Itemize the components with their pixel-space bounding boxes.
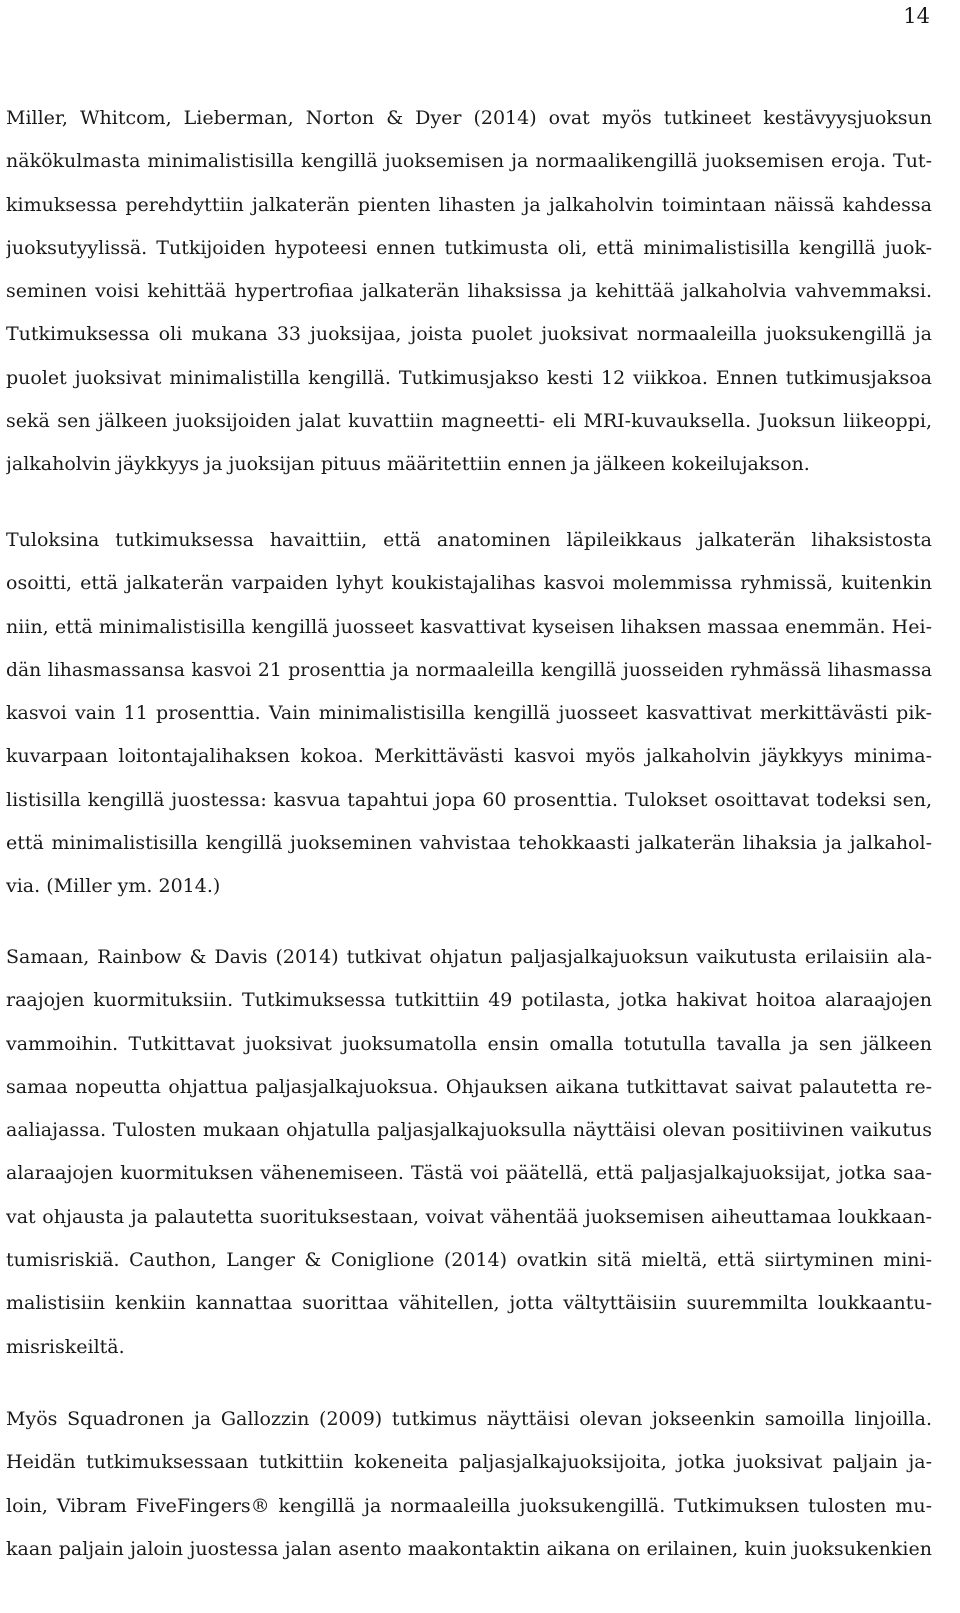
text-line: osoitti, että jalkaterän varpaiden lyhyt koukistajalihas kasvoi molemmissa ryhmissä, kuitenkin	[6, 572, 932, 595]
text-line: puolet juoksivat minimalistilla kengillä. Tutkimusjakso kesti 12 viikkoa. Ennen tutkimusjaksoa	[6, 366, 932, 389]
text-line: näkökulmasta minimalistisilla kengillä juoksemisen ja normaalikengillä juoksemisen eroja. Tut-	[6, 150, 932, 173]
text-line: loin, Vibram FiveFingers® kengillä ja normaaleilla juoksukengillä. Tutkimuksen tulosten mu-	[6, 1494, 932, 1517]
page-number: 14	[903, 4, 930, 28]
text-line: juoksutyylissä. Tutkijoiden hypoteesi ennen tutkimusta oli, että minimalistisilla kengillä juok-	[6, 236, 932, 259]
text-line: kasvoi vain 11 prosenttia. Vain minimalistisilla kengillä juosseet kasvattivat merkittävästi pik-	[6, 702, 932, 725]
text-line: tumisriskiä. Cauthon, Langer & Coniglione (2014) ovatkin sitä mieltä, että siirtyminen mini-	[6, 1249, 932, 1272]
text-line: seminen voisi kehittää hypertrofiaa jalkaterän lihaksissa ja kehittää jalkaholvia vahvemmaksi.	[6, 280, 932, 303]
paragraph-results	[6, 519, 932, 909]
text-line: aaliajassa. Tulosten mukaan ohjatulla paljasjalkajuoksulla näyttäisi olevan positiivinen vaikutus	[6, 1119, 932, 1142]
paragraph-squadrone-study	[6, 1398, 932, 1571]
text-line: dän lihasmassansa kasvoi 21 prosenttia ja normaaleilla kengillä juosseiden ryhmässä lihasmassa	[6, 659, 932, 681]
text-line: sekä sen jälkeen juoksijoiden jalat kuvattiin magneetti- eli MRI-kuvauksella. Juoksun liikeoppi,	[6, 410, 932, 433]
paragraph-miller-study	[6, 97, 932, 487]
text-line: niin, että minimalistisilla kengillä juosseet kasvattivat kyseisen lihaksen massaa enemmän. Hei-	[6, 615, 932, 638]
text-line: jalkaholvin jäykkyys ja juoksijan pituus määritettiin ennen ja jälkeen kokeilujakson.	[6, 453, 810, 476]
text-line: Myös Squadronen ja Gallozzin (2009) tutkimus näyttäisi olevan jokseenkin samoilla linjoilla.	[6, 1408, 932, 1430]
text-line: kuvarpaan loitontajalihaksen kokoa. Merkittävästi kasvoi myös jalkaholvin jäykkyys minima-	[6, 745, 932, 768]
text-line: kimuksessa perehdyttiin jalkaterän pienten lihasten ja jalkaholvin toimintaan näissä kahdessa	[6, 193, 932, 216]
text-line: Tutkimuksessa oli mukana 33 juoksijaa, joista puolet juoksivat normaaleilla juoksukengillä ja	[6, 323, 932, 346]
text-line: että minimalistisilla kengillä juokseminen vahvistaa tehokkaasti jalkaterän lihaksia ja jalkahol-	[6, 832, 932, 855]
text-line: Samaan, Rainbow & Davis (2014) tutkivat ohjatun paljasjalkajuoksun vaikutusta erilaisiin ala-	[6, 946, 932, 968]
text-line: misriskeiltä.	[6, 1335, 125, 1358]
text-line: via. (Miller ym. 2014.)	[6, 875, 221, 898]
text-line: Heidän tutkimuksessaan tutkittiin kokeneita paljasjalkajuoksijoita, jotka juoksivat paljain ja-	[6, 1451, 932, 1474]
text-line: alaraajojen kuormituksen vähenemiseen. Tästä voi päätellä, että paljasjalkajuoksijat, jotka saa-	[6, 1162, 932, 1185]
text-line: Miller, Whitcom, Lieberman, Norton & Dyer (2014) ovat myös tutkineet kestävyysjuoksun	[6, 107, 932, 129]
text-line: vat ohjausta ja palautetta suorituksestaan, voivat vähentää juoksemisen aiheuttamaa loukkaan-	[6, 1205, 932, 1228]
text-line: listisilla kengillä juostessa: kasvua tapahtui jopa 60 prosenttia. Tulokset osoittavat todeksi sen,	[6, 788, 932, 811]
text-line: raajojen kuormituksiin. Tutkimuksessa tutkittiin 49 potilasta, jotka hakivat hoitoa alaraajojen	[6, 989, 932, 1012]
text-line: samaa nopeutta ohjattua paljasjalkajuoksua. Ohjauksen aikana tutkittavat saivat palautetta re-	[6, 1075, 932, 1098]
text-line: kaan paljain jaloin juostessa jalan asento maakontaktin aikana on erilainen, kuin juoksukenkien	[6, 1537, 932, 1560]
text-line: Tuloksina tutkimuksessa havaittiin, että anatominen läpileikkaus jalkaterän lihaksistosta	[6, 529, 932, 551]
text-line: malistisiin kenkiin kannattaa suorittaa vähitellen, jotta vältyttäisiin suuremmilta loukkaantu-	[6, 1292, 932, 1315]
paragraph-samaan-study	[6, 936, 932, 1369]
text-line: vammoihin. Tutkittavat juoksivat juoksumatolla ensin omalla totutulla tavalla ja sen jälkeen	[6, 1032, 932, 1055]
